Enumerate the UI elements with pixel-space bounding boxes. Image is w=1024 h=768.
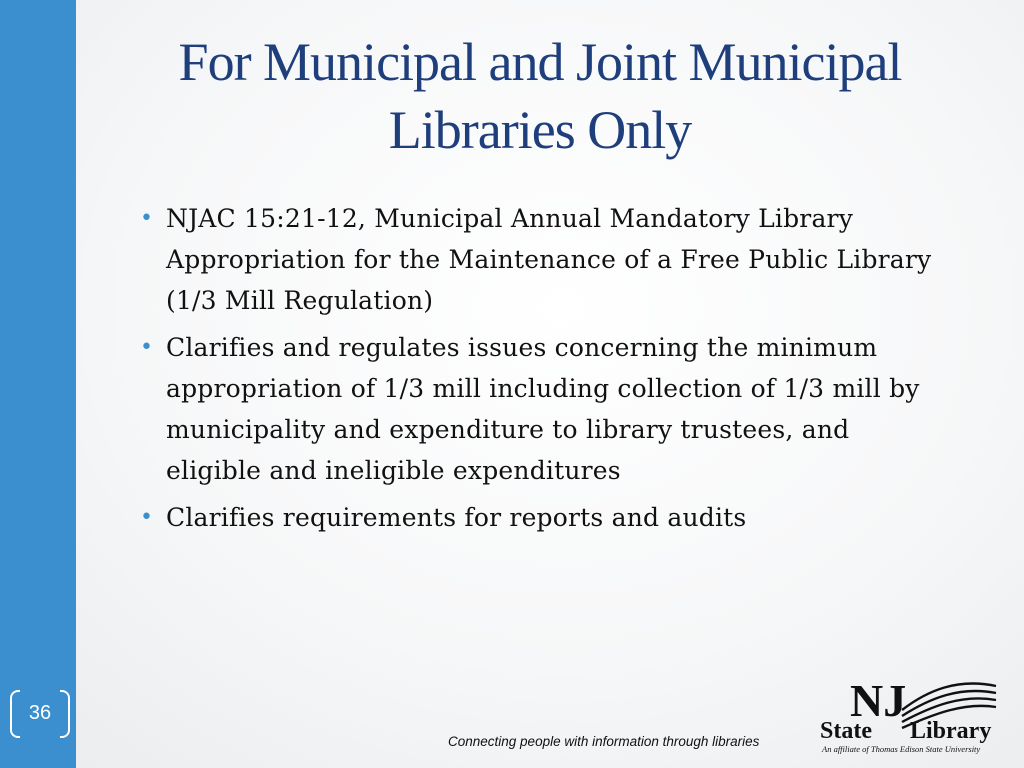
logo-affiliate-text: An affiliate of Thomas Edison State University bbox=[822, 744, 981, 754]
nj-state-library-logo bbox=[818, 672, 1008, 760]
bullet-text: Clarifies requirements for reports and audits bbox=[166, 503, 747, 532]
bullet-icon: • bbox=[140, 206, 154, 231]
bullet-text: Clarifies and regulates issues concerning the minimum appropriation of 1/3 mill including collection of 1/3 mill by municipality and expenditure to library trustees, and eligible and ineligible expenditures bbox=[166, 333, 920, 485]
slide-number-badge bbox=[8, 690, 72, 742]
bullet-text: NJAC 15:21-12, Municipal Annual Mandatory Library Appropriation for the Maintenance of a Free Public Library (1/3 Mill Regulation) bbox=[166, 204, 932, 315]
slide-number: 36 bbox=[28, 702, 52, 724]
logo-nj-text: NJ bbox=[850, 675, 907, 726]
bullet-list bbox=[140, 198, 940, 544]
logo-state-text: State bbox=[820, 718, 872, 744]
bullet-icon: • bbox=[140, 335, 154, 360]
slide-title: For Municipal and Joint Municipal Libraries Only bbox=[178, 32, 902, 160]
logo-library-text: Library bbox=[910, 718, 992, 744]
logo-graphic bbox=[818, 672, 1008, 760]
side-accent-bar bbox=[0, 0, 76, 768]
bullet-item bbox=[140, 327, 940, 491]
bullet-icon: • bbox=[140, 505, 154, 530]
bullet-item bbox=[140, 497, 940, 538]
bullet-item bbox=[140, 198, 940, 321]
footer-tagline: Connecting people with information through libraries bbox=[448, 734, 760, 749]
right-bracket-shape bbox=[60, 690, 70, 738]
